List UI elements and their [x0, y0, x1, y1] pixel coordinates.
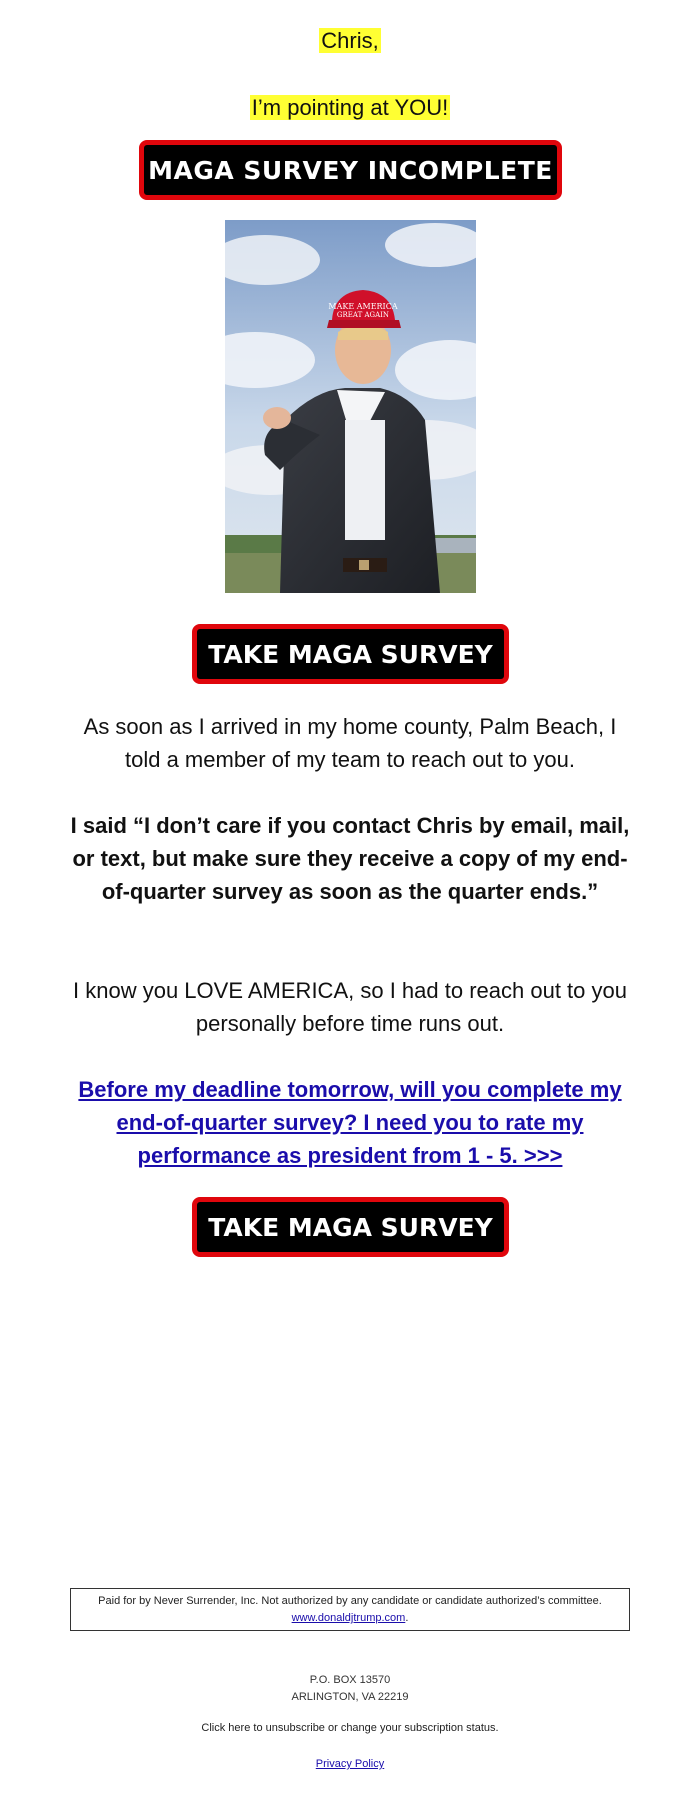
hero-photo[interactable] — [225, 220, 476, 593]
website-link[interactable]: www.donaldjtrump.com — [291, 1612, 406, 1624]
hat-text-1: MAKE AMERICA — [328, 302, 398, 311]
pointing-line — [0, 93, 700, 123]
greeting-text: Chris, — [321, 28, 379, 53]
take-survey-label-1: TAKE MAGA SURVEY — [208, 639, 493, 669]
survey-incomplete-banner[interactable] — [139, 140, 562, 200]
paragraph-quote: I said “I don’t care if you contact Chris by email, mail, or text, but make sure they receive a copy of my end-of-quarter survey as soon as the quarter ends.” — [70, 813, 630, 904]
take-survey-label-2: TAKE MAGA SURVEY — [208, 1212, 493, 1242]
address-line-1: P.O. BOX 13570 — [309, 1674, 391, 1686]
privacy-line — [0, 1758, 700, 1770]
disclaimer-text: Paid for by Never Surrender, Inc. Not authorized by any candidate or candidate authorized’s committee. — [98, 1595, 602, 1607]
survey-incomplete-label: MAGA SURVEY INCOMPLETE — [148, 155, 553, 185]
hero-photo-illustration — [225, 220, 476, 593]
take-survey-button-1[interactable] — [192, 624, 509, 684]
paid-for-disclaimer — [70, 1588, 630, 1631]
website-line — [71, 1610, 629, 1627]
unsubscribe-link[interactable]: Click here to unsubscribe or change your subscription status. — [201, 1722, 499, 1734]
survey-deadline-link[interactable]: Before my deadline tomorrow, will you complete my end-of-quarter survey? I need you to rate my performance as president from 1 - 5. >>> — [78, 1077, 622, 1168]
paragraph-arrival: As soon as I arrived in my home county, Palm Beach, I told a member of my team to reach out to you. — [83, 714, 617, 772]
greeting-line — [0, 26, 700, 56]
paragraph-love-america: I know you LOVE AMERICA, so I had to reach out to you personally before time runs out. — [73, 978, 627, 1036]
website-suffix: . — [405, 1612, 409, 1624]
privacy-policy-link[interactable]: Privacy Policy — [315, 1758, 385, 1770]
hat-text-2: GREAT AGAIN — [336, 311, 390, 319]
pointing-text: I’m pointing at YOU! — [251, 95, 449, 120]
mailing-address — [0, 1672, 700, 1706]
take-survey-button-2[interactable] — [192, 1197, 509, 1257]
address-line-2: ARLINGTON, VA 22219 — [291, 1691, 409, 1703]
